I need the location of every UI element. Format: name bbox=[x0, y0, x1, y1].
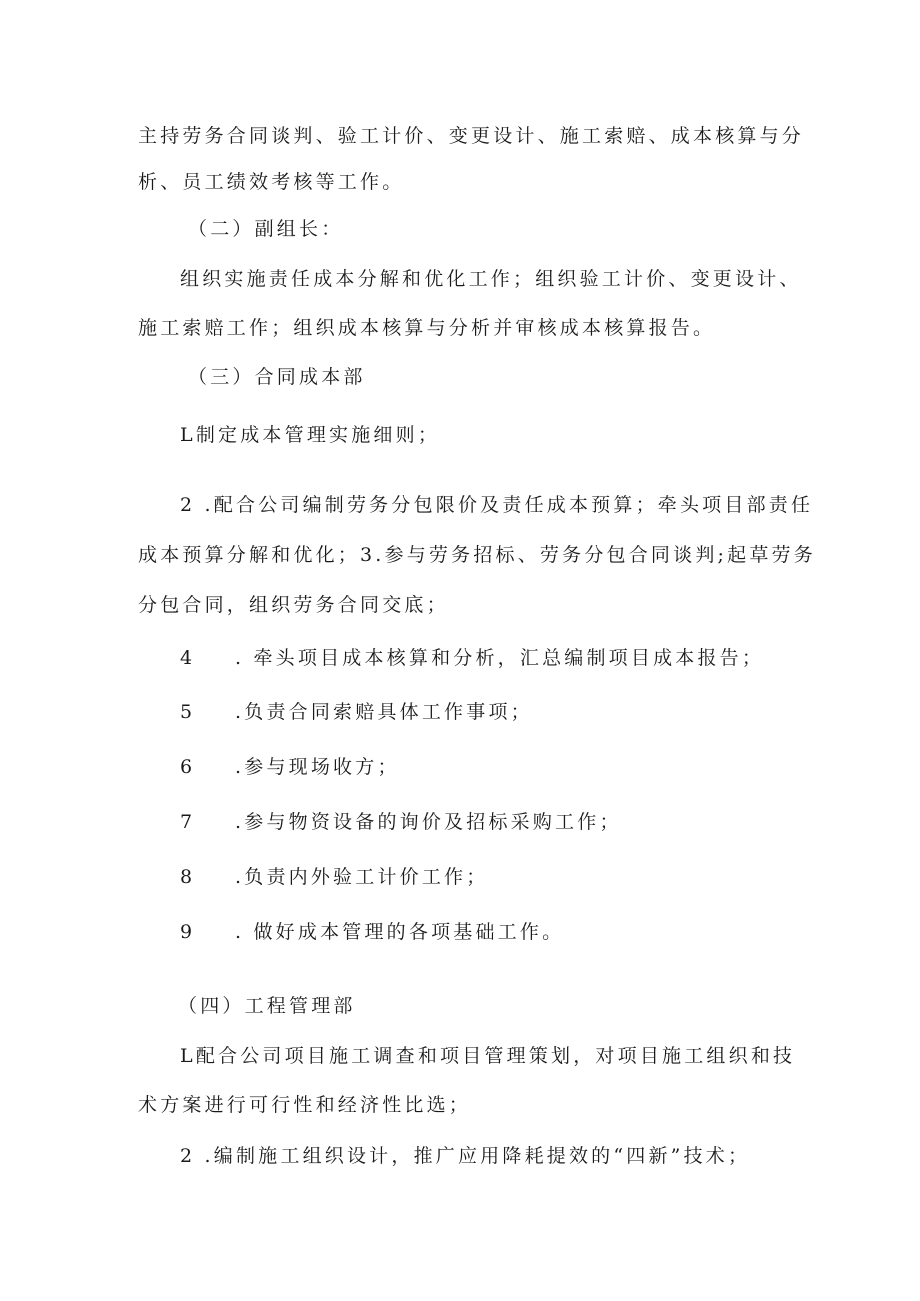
list-item-number: 4 bbox=[180, 647, 193, 669]
list-item-text: .参与现场收方； bbox=[235, 756, 400, 778]
section-heading-4: （四）工程管理部 bbox=[178, 995, 356, 1017]
paragraph-line: 主持劳务合同谈判、验工计价、变更设计、施工索赔、成本核算与分 bbox=[138, 125, 805, 147]
section-heading-2: （二）副组长： bbox=[188, 218, 344, 240]
list-item-number: 8 bbox=[180, 866, 193, 888]
list-item-text: .负责合同索赔具体工作事项； bbox=[235, 701, 533, 723]
paragraph-line: L配合公司项目施工调查和项目管理策划，对项目施工组织和技 bbox=[180, 1045, 796, 1067]
list-item-number: 5 bbox=[180, 701, 193, 723]
list-item bbox=[180, 646, 840, 670]
list-item bbox=[180, 920, 840, 944]
list-item bbox=[180, 755, 840, 779]
list-item: L制定成本管理实施细则； bbox=[180, 424, 441, 446]
list-item-number: 7 bbox=[180, 811, 193, 833]
paragraph-line: 成本预算分解和优化；3.参与劳务招标、劳务分包合同谈判;起草劳务 bbox=[138, 544, 816, 566]
list-item-text: . 牵头项目成本核算和分析，汇总编制项目成本报告； bbox=[235, 647, 765, 669]
list-item-text: . 做好成本管理的各项基础工作。 bbox=[235, 921, 565, 943]
paragraph-line: 2 .配合公司编制劳务分包限价及责任成本预算；牵头项目部责任 bbox=[180, 494, 814, 516]
list-item bbox=[180, 700, 840, 724]
section-heading-3: （三）合同成本部 bbox=[188, 366, 366, 388]
paragraph-line: 组织实施责任成本分解和优化工作；组织验工计价、变更设计、 bbox=[180, 268, 802, 290]
paragraph-line: 2 .编制施工组织设计，推广应用降耗提效的“四新”技术； bbox=[180, 1145, 751, 1167]
list-item-number: 9 bbox=[180, 921, 193, 943]
list-item-number: 6 bbox=[180, 756, 193, 778]
list-item-text: .负责内外验工计价工作； bbox=[235, 866, 489, 888]
paragraph-line: 分包合同，组织劳务合同交底； bbox=[138, 594, 449, 616]
list-item bbox=[180, 810, 840, 834]
paragraph-line: 析、员工绩效考核等工作。 bbox=[138, 171, 405, 193]
paragraph-line: 术方案进行可行性和经济性比选； bbox=[138, 1094, 472, 1116]
list-item bbox=[180, 865, 840, 889]
paragraph-line: 施工索赔工作；组织成本核算与分析并审核成本核算报告。 bbox=[138, 317, 716, 339]
list-item-text: .参与物资设备的询价及招标采购工作； bbox=[235, 811, 622, 833]
